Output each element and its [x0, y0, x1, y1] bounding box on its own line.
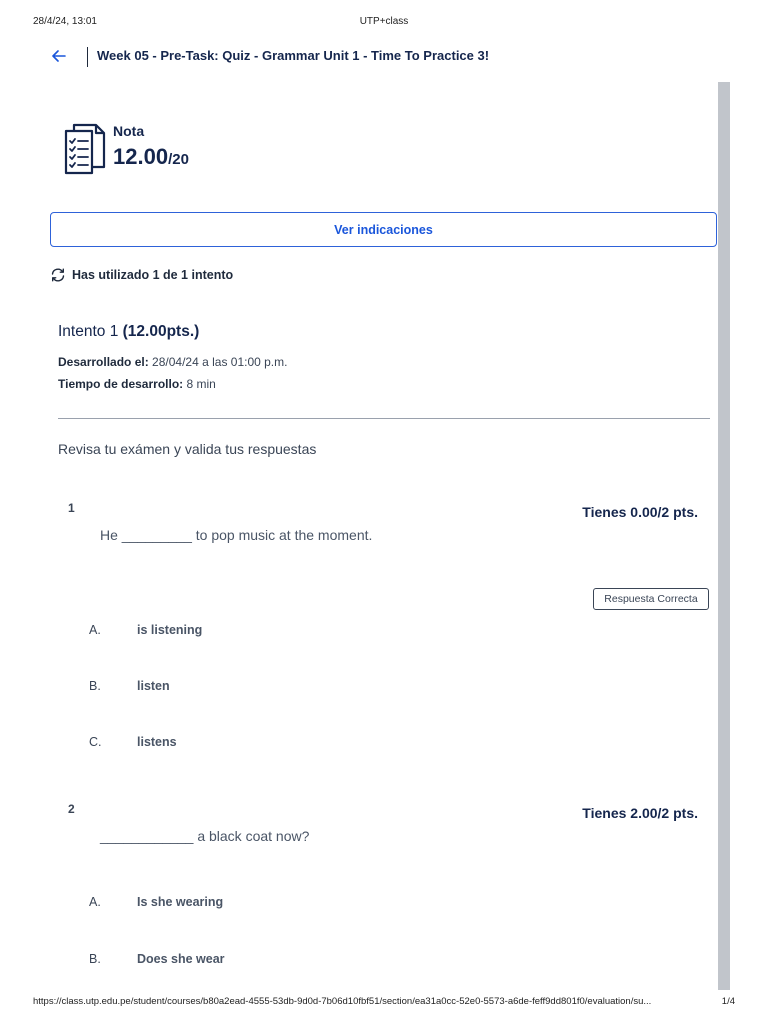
option-text: Does she wear	[137, 952, 225, 966]
section-divider	[58, 418, 710, 419]
question-score: Tienes 0.00/2 pts.	[582, 504, 698, 520]
review-instructions: Revisa tu exámen y valida tus respuestas	[58, 441, 317, 457]
print-footer	[0, 996, 768, 1010]
question-score: Tienes 2.00/2 pts.	[582, 805, 698, 821]
print-header	[0, 16, 768, 30]
duration-value: 8 min	[186, 377, 216, 391]
print-title: UTP+class	[359, 16, 409, 27]
option-text: listen	[137, 679, 170, 693]
print-date: 28/4/24, 13:01	[33, 16, 97, 27]
attempt-points: (12.00pts.)	[122, 323, 200, 340]
duration-label: Tiempo de desarrollo:	[58, 377, 184, 391]
option-text: Is she wearing	[137, 895, 224, 909]
scrollbar-thumb[interactable]	[718, 82, 730, 990]
question-stem: ____________ a black coat now?	[100, 828, 310, 844]
answer-option[interactable]	[89, 735, 177, 749]
attempts-info	[50, 268, 233, 282]
print-url: https://class.utp.edu.pe/student/courses/b80a2ead-4555-53db-9d0d-7b06d10fbf51/section/ea31a0cc-52e0-5573-a6de-feff9dd801f0/evaluation/su...	[33, 996, 652, 1007]
exam-checklist-icon	[62, 121, 108, 175]
answer-option[interactable]	[89, 952, 225, 966]
back-button[interactable]	[50, 47, 68, 65]
refresh-icon	[50, 268, 66, 282]
correct-answer-badge: Respuesta Correcta	[593, 588, 709, 610]
answer-option[interactable]	[89, 895, 223, 909]
developed-date-line	[58, 355, 287, 369]
attempt-name: Intento 1	[58, 323, 119, 340]
option-text: listens	[137, 735, 177, 749]
answer-option[interactable]	[89, 623, 202, 637]
option-letter: A.	[89, 623, 101, 637]
attempts-text: Has utilizado 1 de 1 intento	[72, 268, 234, 282]
question-number: 2	[68, 802, 75, 816]
grade-label: Nota	[113, 123, 145, 139]
duration-line	[58, 377, 216, 391]
grade-max: /20	[168, 151, 189, 168]
grade-score: 12.00	[113, 144, 169, 169]
view-instructions-button[interactable]: Ver indicaciones	[50, 212, 717, 247]
question-number: 1	[68, 501, 75, 515]
page-title: Week 05 - Pre-Task: Quiz - Grammar Unit 1 - Time To Practice 3!	[97, 48, 490, 63]
print-page-number: 1/4	[721, 996, 735, 1007]
option-text: is listening	[137, 623, 203, 637]
developed-value: 28/04/24 a las 01:00 p.m.	[152, 355, 288, 369]
title-separator	[87, 47, 88, 67]
question-stem: He _________ to pop music at the moment.	[100, 527, 373, 543]
option-letter: C.	[89, 735, 102, 749]
option-letter: B.	[89, 952, 101, 966]
option-letter: B.	[89, 679, 101, 693]
option-letter: A.	[89, 895, 101, 909]
arrow-left-icon	[52, 50, 66, 62]
answer-option[interactable]	[89, 679, 170, 693]
developed-label: Desarrollado el:	[58, 355, 149, 369]
attempt-title	[58, 323, 199, 341]
grade-value	[113, 144, 189, 170]
